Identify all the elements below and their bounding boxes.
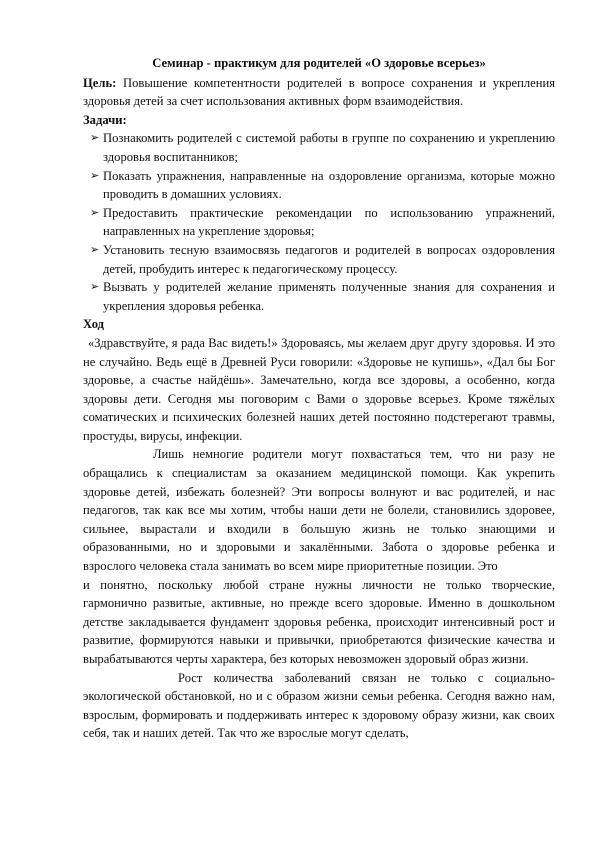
arrow-bullet-icon: ➢ — [90, 243, 100, 256]
body-paragraph-illness-growth: Рост количества заболеваний связан не только с социально-экологической обстановкой, но и с образом жизни семьи ребенка. Сегодня важно нам, взрослым, формировать и поддерживать интерес к здоровому образу жизни, как своих себя, так и наших детей. Так что же взрослые могут сделать, — [83, 670, 555, 741]
goal-text: Повышение компетентности родителей в вопросе сохранения и укрепления здоровья детей за счет использования активных форм взаимодействия. — [83, 75, 555, 109]
task-item — [84, 167, 555, 204]
task-item — [84, 204, 555, 241]
tasks-heading: Задачи: — [83, 112, 127, 127]
arrow-bullet-icon: ➢ — [90, 281, 100, 294]
arrow-bullet-icon: ➢ — [90, 206, 100, 219]
task-text: Установить тесную взаимосвязь педагогов и родителей в вопросах оздоровления детей, пробудить интерес к педагогическому процессу. — [103, 242, 555, 276]
body-paragraph-parents: Лишь немногие родители могут похвастаться тем, что ни разу не обращались к специалистам за оказанием медицинской помощи. Как укрепить здоровье детей, избежать болезней? Эти вопросы волнуют и вас родителей, и нас педагогов, так как все мы хотим, чтобы наши дети не болели, становились здоровее, сильнее, вырастали и входили в большую жизнь не только знающими и образованными, но и здоровыми и закалёнными. Забота о здоровье ребенка и взрослого человека стала занимать во всем мире приоритетные позиции. Это — [83, 447, 555, 574]
arrow-bullet-icon: ➢ — [90, 132, 100, 145]
task-text: Познакомить родителей с системой работы в группе по сохранению и укреплению здоровья воспитанников; — [103, 131, 555, 164]
page-title: Семинар - практикум для родителей «О здоровье всерьез» — [152, 56, 486, 70]
goal-paragraph — [83, 74, 555, 111]
task-item — [84, 278, 555, 315]
tasks-list — [83, 129, 555, 315]
task-text: Вызвать у родителей желание применять полученные знания для сохранения и укрепления здоровья ребенка. — [103, 280, 555, 313]
task-item — [84, 241, 555, 278]
course-heading: Ход — [83, 317, 105, 332]
task-text: Показать упражнения, направленные на оздоровление организма, которые можно проводить в домашних условиях. — [103, 168, 555, 202]
body-paragraph-greeting: «Здравствуйте, я рада Вас видеть!» Здороваясь, мы желаем друг другу здоровья. И это не случайно. Ведь ещё в Древней Руси говорили: «Здоровье не купишь», «Дал бы Бог здоровье, а счастье найдёшь». Замечательно, когда все здоровы, а особенно, когда здоровы дети. Сегодня мы поговорим с Вами о здоровье всерьез. Кроме тяжёлых соматических и психических болезней наших детей постоянно подстерегают травмы, простуды, вирусы, инфекции. — [83, 335, 555, 443]
document-body — [83, 54, 555, 743]
goal-label: Цель: — [83, 75, 117, 90]
body-paragraph-childhood: и понятно, поскольку любой стране нужны личности не только творческие, гармонично развитые, активные, но прежде всего здоровые. Именно в дошкольном детстве закладывается фундамент здоровья ребенка, происходит интенсивный рост и развитие, формируются навыки и привычки, приобретаются физические качества и вырабатываются черты характера, без которых невозможен здоровый образ жизни. — [83, 577, 555, 666]
task-text: Предоставить практические рекомендации по использованию упражнений, направленных на укрепление здоровья; — [103, 205, 555, 239]
arrow-bullet-icon: ➢ — [90, 169, 100, 182]
task-item — [84, 129, 555, 166]
